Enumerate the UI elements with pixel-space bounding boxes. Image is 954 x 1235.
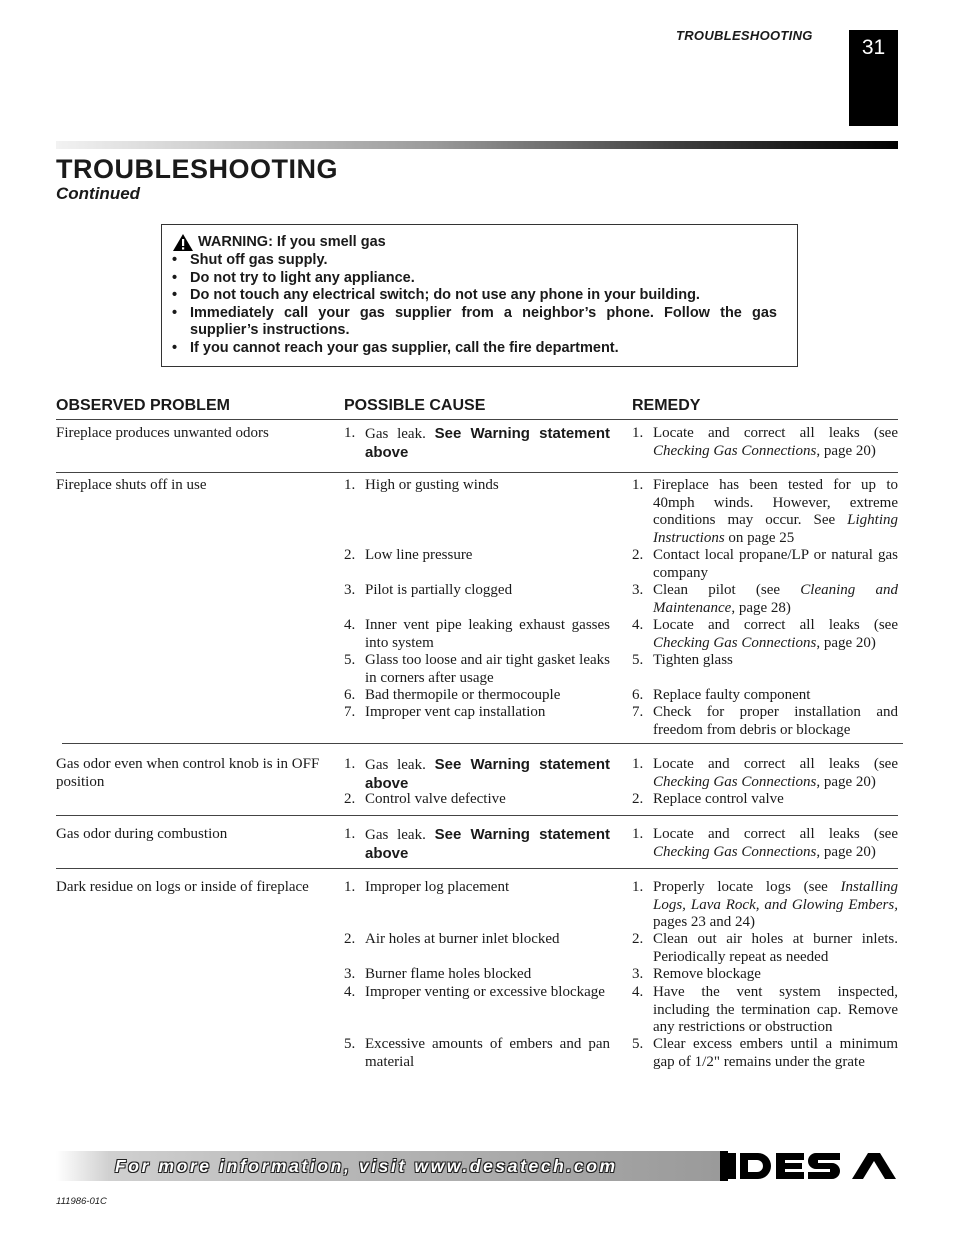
remedy-item: 4. Locate and correct all leaks (see Checking Gas Connections, page 20) [632, 617, 898, 651]
warning-item: • Shut off gas supply. [172, 252, 328, 268]
page-title: TROUBLESHOOTING [56, 154, 338, 184]
problem-cell: Fireplace shuts off in use [56, 477, 207, 493]
remedy-item: 5. Tighten glass [632, 652, 733, 668]
table-divider [62, 743, 903, 744]
cause-item: 3. Burner flame holes blocked [344, 966, 532, 982]
table-divider [56, 472, 898, 473]
warning-item: • Do not try to light any appliance. [172, 269, 415, 286]
cause-item: 2. Air holes at burner inlet blocked [344, 931, 560, 947]
cause-item: 7. Improper vent cap installation [344, 704, 546, 720]
problem-cell: Gas odor during combustion [56, 826, 228, 842]
page-number: 31 [861, 36, 886, 59]
warning-heading [172, 233, 777, 252]
table-divider [56, 815, 898, 816]
remedy-item: 3. Clean pilot (see Cleaning and Maintenance, page 28) [632, 582, 899, 616]
warning-item: • If you cannot reach your gas supplier, call the fire department. [172, 339, 619, 356]
problem-cell: Gas odor even when control knob is in OFF position [56, 756, 320, 790]
cause-item: 3. Pilot is partially clogged [344, 582, 513, 598]
problem-cell: Fireplace produces unwanted odors [56, 425, 269, 441]
running-header: TROUBLESHOOTING [676, 28, 813, 43]
remedy-item: 5. Clear excess embers until a minimum gap of 1/2" remains under the grate [632, 1036, 898, 1070]
cause-item: 4. Improper venting or excessive blockage [344, 984, 605, 1000]
remedy-item: 7. Check for proper installation and freedom from debris or blockage [632, 704, 898, 738]
remedy-item: 1. Locate and correct all leaks (see Checking Gas Connections, page 20) [632, 425, 898, 459]
gradient-rule [56, 141, 898, 149]
column-header-problem: OBSERVED PROBLEM [56, 397, 230, 414]
remedy-item: 2. Contact local propane/LP or natural gas company [632, 547, 898, 581]
page-subtitle: Continued [56, 184, 141, 203]
cause-item: 1. Improper log placement [344, 879, 510, 895]
remedy-item: 1. Locate and correct all leaks (see Checking Gas Connections, page 20) [632, 756, 898, 790]
warning-box [161, 224, 798, 367]
remedy-item: 2. Replace control valve [632, 791, 784, 807]
column-header-cause: POSSIBLE CAUSE [344, 397, 486, 414]
cause-item: 4. Inner vent pipe leaking exhaust gasses into system [344, 617, 610, 651]
cause-item: 5. Glass too loose and air tight gasket leaks in corners after usage [344, 652, 610, 686]
cause-item: 1. Gas leak. See Warning statement above [344, 826, 610, 862]
warning-item: • Do not touch any electrical switch; do not use any phone in your building. [172, 287, 700, 303]
remedy-item: 1. Properly locate logs (see Installing Logs, Lava Rock, and Glowing Embers, pages 23 and 24) [632, 879, 898, 930]
remedy-item: 6. Replace faulty component [632, 687, 811, 703]
warning-item: • Immediately call your gas supplier from a neighbor’s phone. Follow the gas supplier’s instructions. [172, 304, 777, 338]
warning-triangle-icon [172, 233, 194, 252]
warning-list [172, 252, 777, 357]
table-divider [56, 419, 898, 420]
remedy-item: 4. Have the vent system inspected, including the termination cap. Remove any restrictions or obstruction [632, 984, 898, 1035]
footer-banner-end [720, 1151, 728, 1181]
remedy-item: 1. Locate and correct all leaks (see Checking Gas Connections, page 20) [632, 826, 898, 860]
cause-item: 1. Gas leak. See Warning statement above [344, 756, 610, 792]
page-number-tab [849, 30, 898, 126]
cause-item: 1. High or gusting winds [344, 477, 499, 493]
warning-heading-text: WARNING: If you smell gas [198, 233, 386, 250]
remedy-item: 1. Fireplace has been tested for up to 40mph winds. However, extreme conditions may occur. See Lighting Instructions on page 25 [632, 477, 898, 546]
problem-cell: Dark residue on logs or inside of fireplace [56, 879, 309, 895]
cause-item: 1. Gas leak. See Warning statement above [344, 425, 610, 461]
cause-item: 2. Control valve defective [344, 791, 506, 807]
cause-item: 2. Low line pressure [344, 547, 473, 563]
column-header-remedy: REMEDY [632, 397, 701, 414]
cause-item: 6. Bad thermopile or thermocouple [344, 687, 561, 703]
remedy-item: 2. Clean out air holes at burner inlets. Periodically repeat as needed [632, 931, 898, 965]
document-code: 111986-01C [56, 1196, 107, 1207]
footer-banner-text: For more information, visit www.desatech.com [115, 1156, 618, 1176]
table-divider [56, 868, 898, 869]
cause-item: 5. Excessive amounts of embers and pan material [344, 1036, 610, 1070]
desa-logo [728, 1150, 898, 1183]
remedy-item: 3. Remove blockage [632, 966, 761, 982]
